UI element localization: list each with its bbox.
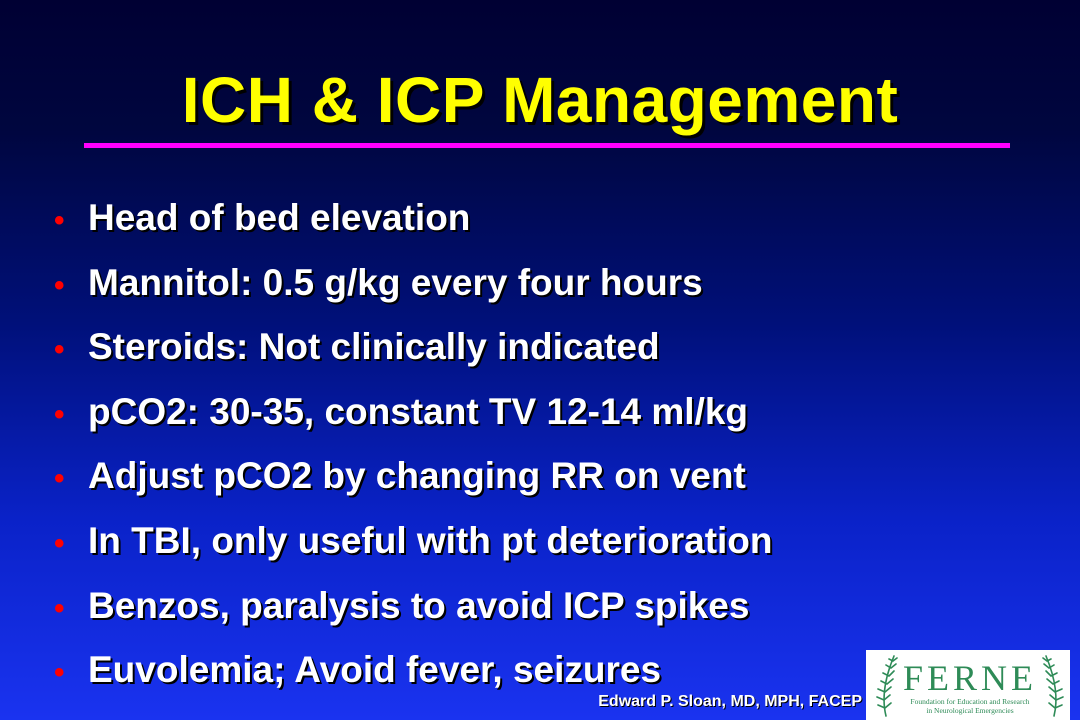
bullet-item <box>54 509 773 574</box>
bullet-text: Adjust pCO2 by changing RR on vent <box>88 455 746 497</box>
footer-author: Edward P. Sloan, MD, MPH, FACEP <box>598 693 862 710</box>
bullet-marker: • <box>54 268 65 302</box>
bullet-marker: • <box>54 397 65 431</box>
ferne-logo <box>866 650 1070 720</box>
bullet-text: Benzos, paralysis to avoid ICP spikes <box>88 584 750 626</box>
bullet-text: Head of bed elevation <box>88 197 471 238</box>
logo-letters: FERNE <box>902 658 1038 698</box>
bullet-text: Euvolemia; Avoid fever, seizures <box>88 649 662 691</box>
bullet-marker: • <box>54 333 65 367</box>
bullet-item <box>54 574 773 639</box>
bullet-marker: • <box>54 204 65 237</box>
bullet-list <box>54 186 773 703</box>
bullet-marker: • <box>54 526 65 560</box>
logo-line-2: in Neurological Emergencies <box>926 706 1014 715</box>
bullet-text: In TBI, only useful with pt deterioration <box>88 519 773 561</box>
bullet-marker: • <box>54 656 65 690</box>
bullet-text: pCO2: 30-35, constant TV 12-14 ml/kg <box>88 390 749 432</box>
bullet-item <box>54 380 773 445</box>
bullet-item <box>54 186 773 251</box>
bullet-item <box>54 444 773 509</box>
logo-line-1: Foundation for Education and Research <box>910 697 1030 706</box>
bullet-text: Steroids: Not clinically indicated <box>88 326 660 368</box>
slide-title: ICH & ICP Management <box>181 64 899 136</box>
bullet-marker: • <box>54 591 65 625</box>
bullet-marker: • <box>54 462 65 496</box>
bullet-item <box>54 315 773 380</box>
bullet-text: Mannitol: 0.5 g/kg every four hours <box>88 261 703 303</box>
bullet-item <box>54 251 773 316</box>
title-underline <box>84 143 1010 148</box>
